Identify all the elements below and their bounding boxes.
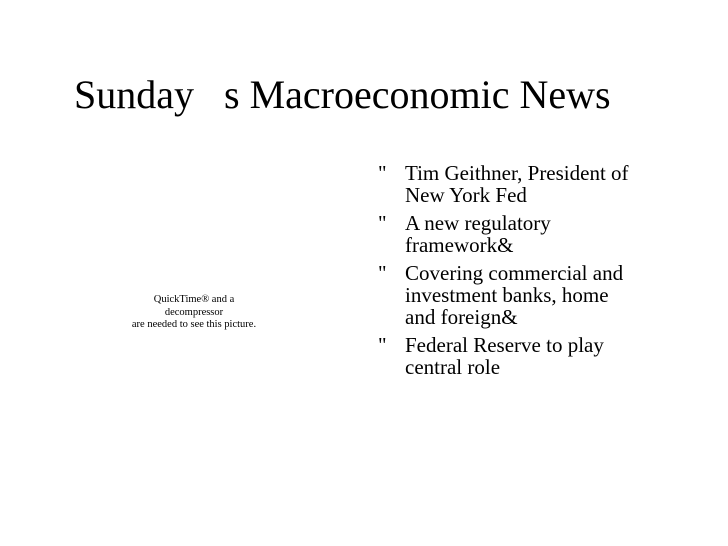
placeholder-line-2: decompressor xyxy=(164,306,224,318)
bullet-text: Federal Reserve to play central role xyxy=(405,333,604,379)
bullet-text: A new regulatory framework& xyxy=(405,211,551,257)
bullet-marker: " xyxy=(378,333,387,357)
placeholder-line-3: are needed to see this picture. xyxy=(131,319,257,330)
bullet-list xyxy=(372,162,672,384)
bullet-text: Covering commercial and investment banks, home and foreign& xyxy=(405,261,624,329)
bullet-marker: " xyxy=(378,211,387,235)
placeholder-line-1: QuickTime® and a xyxy=(153,294,235,305)
list-item xyxy=(372,334,672,378)
list-item xyxy=(372,212,672,256)
bullet-marker: " xyxy=(378,261,387,285)
slide-title: Sunday s Macroeconomic News xyxy=(74,72,611,117)
picture-placeholder xyxy=(96,294,292,332)
list-item xyxy=(372,162,672,206)
list-item xyxy=(372,262,672,328)
bullet-text: Tim Geithner, President of New York Fed xyxy=(405,161,629,207)
bullet-marker: " xyxy=(378,161,387,185)
